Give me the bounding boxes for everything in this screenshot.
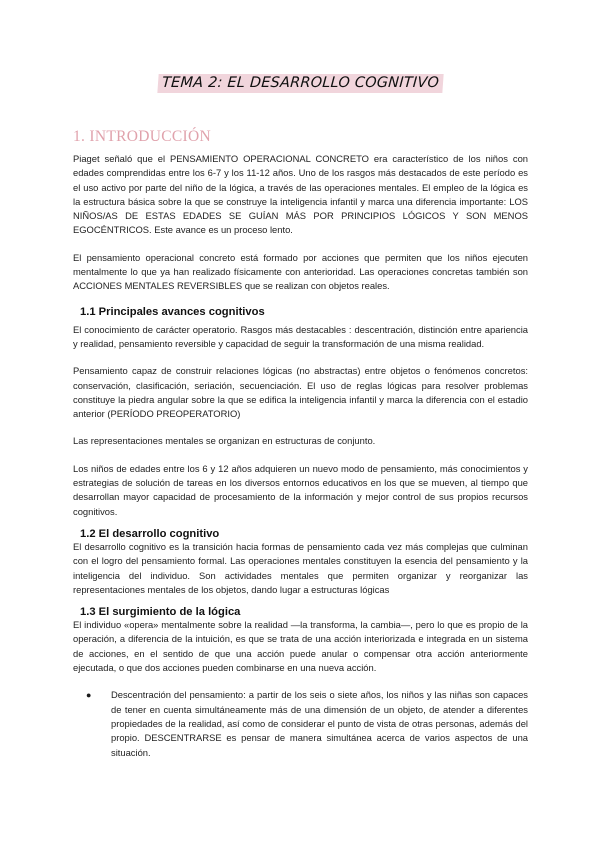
list-item	[73, 688, 528, 759]
logica-paragraph-1: El individuo «opera» mentalmente sobre la realidad —la transforma, la cambia—, pero lo que es propio de la operación, a diferencia de la intuición, es que se trata de una acción interiorizada e integrada en un sistema de acciones, en el sentido de que una acción puede anular o compensar otra acción anteriormente ejecutada, o que dos acciones pueden combinarse en una nueva acción.	[73, 619, 528, 674]
title-container	[0, 74, 600, 93]
bullet-list	[73, 688, 528, 759]
bullet-marker: ●	[86, 690, 92, 701]
avances-paragraph-2: Pensamiento capaz de construir relaciones lógicas (no abstractas) entre objetos o fenómenos concretos: conservación, clasificación, seriación, secuenciación. El uso de reglas lógicas para resolver problemas constituye la piedra angular sobre la que se edifica la inteligencia infantil y marca la diferencia con el estadio anterior (PERÍODO PREOPERATORIO)	[73, 365, 528, 420]
avances-paragraph-3: Las representaciones mentales se organizan en estructuras de conjunto.	[73, 435, 376, 447]
avances-paragraph-4: Los niños de edades entre los 6 y 12 años adquieren un nuevo modo de pensamiento, más conocimientos y estrategias de solución de tareas en los diversos entornos educativos en los que se mueven, al tiempo que desarrollan mayor capacidad de procesamiento de la información y mejor control de sus propios recursos cognitivos.	[73, 462, 528, 517]
intro-paragraph-2: El pensamiento operacional concreto está formado por acciones que permiten que los niños ejecuten mentalmente lo que ya han realizado físicamente con anterioridad. Las operaciones concretas también son ACCIONES MENTALES REVERSIBLES que se realizan con objetos reales.	[73, 251, 528, 292]
document-title: TEMA 2: EL DESARROLLO COGNITIVO	[157, 74, 443, 93]
subsection-heading-logica: 1.3 El surgimiento de la lógica	[80, 606, 241, 619]
bullet-text-descentracion: Descentración del pensamiento: a partir de los seis o siete años, los niños y las niñas son capaces de tener en cuenta simultáneamente más de una dimensión de un objeto, de atender a diferentes propiedades de la realidad, así como de considerar el punto de vista de otras personas, además del propio. DESCENTRARSE es pensar de manera simultánea acerca de varios aspectos de una situación.	[111, 689, 528, 758]
intro-paragraph-1: Piaget señaló que el PENSAMIENTO OPERACIONAL CONCRETO era característico de los niños con edades comprendidas entre los 6-7 y los 11-12 años. Uno de los rasgos más destacados de este período es el uso activo por parte del niño de la lógica, a través de las operaciones mentales. El empleo de la lógica es la estructura básica sobre la que se construye la inteligencia infantil y marca una diferencia importante: LOS NIÑOS/AS DE ESTAS EDADES SE GUÍAN MÁS POR PRINCIPIOS LÓGICOS Y SON MENOS EGOCÉNTRICOS. Este avance es un proceso lento.	[73, 153, 528, 236]
desarrollo-paragraph-1: El desarrollo cognitivo es la transición hacia formas de pensamiento cada vez más complejas que culminan con el logro del pensamiento formal. Las operaciones mentales constituyen la esencia del pensamiento y la inteligencia del individuo. Son actividades mentales que permiten organizar y reorganizar las representaciones mentales de los objetos, dando lugar a estructuras lógicas	[73, 540, 528, 595]
avances-paragraph-1: El conocimiento de carácter operatorio. Rasgos más destacables : descentración, distinción entre apariencia y realidad, pensamiento reversible y capacidad de seguir la transformación de una misma realidad.	[73, 323, 528, 349]
subsection-heading-avances: 1.1 Principales avances cognitivos	[80, 305, 265, 318]
subsection-heading-desarrollo: 1.2 El desarrollo cognitivo	[80, 527, 220, 540]
document-body	[73, 128, 528, 760]
section-heading-introduccion: 1. INTRODUCCIÓN	[73, 128, 211, 145]
